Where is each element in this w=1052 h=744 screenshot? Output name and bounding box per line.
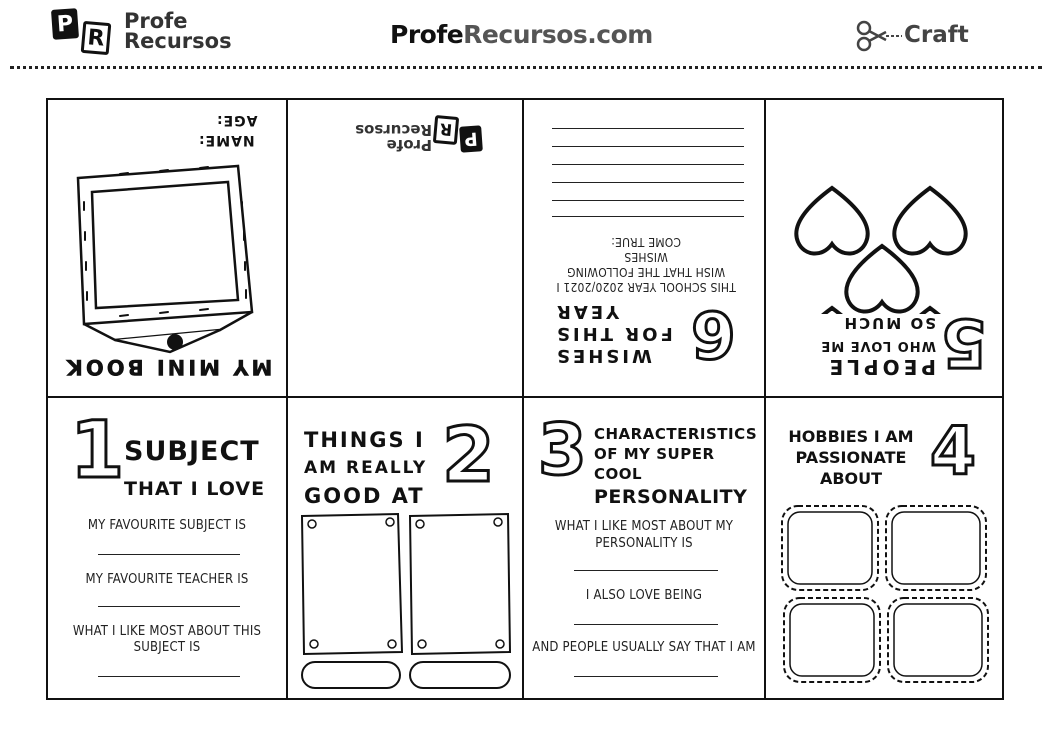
number-one: 1 bbox=[70, 406, 126, 496]
people-title-line2: WHO LOVE ME bbox=[820, 338, 936, 353]
site-name-part1: Profe bbox=[390, 20, 464, 49]
wishes-text-line2: WISH THAT THE FOLLOWING WISHES bbox=[566, 250, 726, 279]
personality-like-question bbox=[524, 518, 764, 552]
hobbies-title-line3: ABOUT bbox=[819, 469, 883, 488]
hobbies-title-line2: PASSIONATE bbox=[795, 448, 907, 467]
people-say-question: AND PEOPLE USUALLY SAY THAT I AM bbox=[532, 640, 756, 655]
wishes-title bbox=[554, 300, 694, 366]
number-six: 6 bbox=[690, 296, 736, 370]
personality-title-line3: PERSONALITY bbox=[594, 486, 748, 508]
wishes-text-line3: COME TRUE: bbox=[610, 235, 682, 249]
wishes-intro-text bbox=[546, 234, 746, 294]
logo-letter-p: P bbox=[51, 8, 79, 40]
subject-like-question-line1: WHAT I LIKE MOST ABOUT THIS bbox=[72, 624, 262, 639]
personality-title-line1: CHARACTERISTICS bbox=[594, 425, 758, 443]
good-at-title bbox=[304, 426, 427, 510]
back-cover-panel bbox=[288, 100, 522, 396]
number-five: 5 bbox=[940, 304, 987, 381]
number-four: 4 bbox=[930, 413, 977, 490]
subject-like-question-line2: SUBJECT IS bbox=[133, 640, 201, 655]
people-title bbox=[786, 312, 936, 378]
site-name-part3: .com bbox=[587, 20, 653, 49]
logo-letter-r: R bbox=[81, 21, 112, 55]
back-logo-text-line2: Recursos bbox=[355, 121, 432, 139]
photo-cards-icon bbox=[298, 512, 516, 692]
subject-title-line2: THAT I LOVE bbox=[124, 478, 266, 500]
hobbies-title-line1: HOBBIES I AM bbox=[788, 427, 914, 446]
good-at-title-line2: AM REALLY bbox=[304, 458, 428, 478]
back-logo-letter-r: R bbox=[433, 115, 459, 145]
craft-label: Craft bbox=[904, 22, 969, 48]
wishes-text-line1: THIS SCHOOL YEAR 2020/2021 I bbox=[556, 280, 736, 294]
scissors-icon bbox=[856, 20, 902, 52]
logo-text-line2: Recursos bbox=[124, 29, 232, 53]
hobbies-panel bbox=[766, 398, 1002, 700]
personality-panel bbox=[524, 398, 764, 700]
subject-like-question bbox=[48, 624, 286, 656]
photo-frame-icon bbox=[70, 162, 260, 362]
good-at-panel bbox=[288, 398, 522, 700]
wishes-panel bbox=[524, 100, 764, 396]
site-name-part2: Recursos bbox=[463, 20, 588, 49]
people-title-line1: PEOPLE bbox=[825, 355, 936, 379]
number-three: 3 bbox=[538, 409, 588, 491]
favourite-subject-question: MY FAVOURITE SUBJECT IS bbox=[87, 518, 247, 533]
love-being-question: I ALSO LOVE BEING bbox=[585, 588, 703, 603]
good-at-title-line3: GOOD AT bbox=[304, 484, 425, 508]
cover-panel bbox=[48, 100, 286, 396]
site-name bbox=[390, 20, 653, 49]
hobbies-title bbox=[766, 426, 936, 489]
subject-panel bbox=[48, 398, 286, 700]
personality-title bbox=[594, 424, 764, 510]
mini-book-sheet bbox=[46, 98, 1004, 700]
back-logo-text-line1: Profe bbox=[386, 136, 432, 154]
personality-like-question-line1: WHAT I LIKE MOST ABOUT MY bbox=[554, 519, 734, 534]
good-at-title-line1: THINGS I bbox=[304, 428, 425, 452]
back-logo bbox=[332, 116, 482, 156]
number-two: 2 bbox=[442, 410, 496, 499]
name-label: NAME: bbox=[198, 132, 255, 148]
subject-title-line1: SUBJECT bbox=[124, 436, 260, 467]
dotted-divider bbox=[10, 66, 1042, 69]
personality-like-question-line2: PERSONALITY IS bbox=[595, 536, 693, 551]
wishes-title-line2: FOR THIS bbox=[554, 323, 673, 344]
wishes-title-line1: WISHES bbox=[554, 345, 652, 366]
cover-title-text: MY MINI BOOK bbox=[63, 355, 273, 379]
personality-title-line2: OF MY SUPER COOL bbox=[594, 445, 715, 483]
people-panel bbox=[766, 100, 1002, 396]
favourite-teacher-question: MY FAVOURITE TEACHER IS bbox=[85, 572, 249, 587]
wishes-title-line3: YEAR bbox=[554, 301, 620, 322]
hobby-boxes-icon bbox=[778, 502, 992, 686]
logo-text-line1: Profe bbox=[124, 9, 188, 33]
hearts-icon bbox=[792, 114, 982, 314]
age-label: AGE: bbox=[216, 112, 258, 128]
people-title-line3: SO MUCH bbox=[842, 314, 936, 332]
back-logo-letter-p: P bbox=[459, 125, 483, 152]
